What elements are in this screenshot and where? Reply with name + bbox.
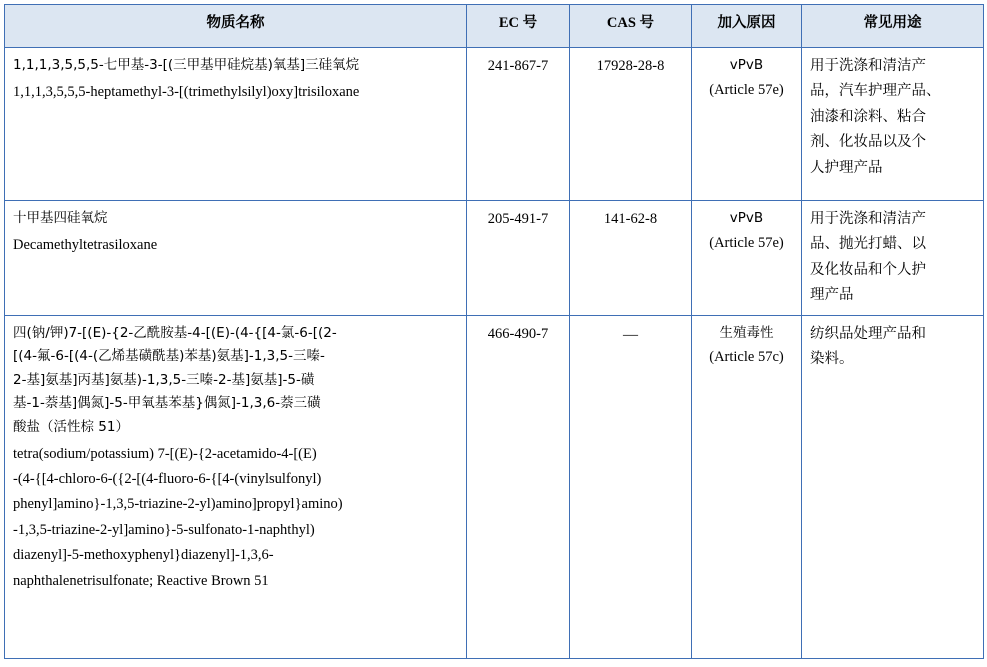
substance-name-en-line: naphthalenetrisulfonate; Reactive Brown 51 xyxy=(13,572,269,589)
common-use-value xyxy=(810,322,975,373)
column-header-ec: EC 号 xyxy=(467,5,570,48)
substance-name-cn xyxy=(13,54,458,78)
ec-number-value: 241-867-7 xyxy=(487,58,549,74)
substance-table xyxy=(4,4,984,659)
cell-cas-number xyxy=(570,201,692,316)
substance-name-cn-line: 基-1-萘基]偶氮]-5-甲氧基苯基}偶氮]-1,3,6-萘三磺 xyxy=(13,395,321,412)
reason-article: (Article 57e) xyxy=(709,234,784,251)
cell-common-use xyxy=(802,201,984,316)
cell-substance-name xyxy=(5,48,467,201)
reason-main: vPvB xyxy=(729,210,764,226)
common-use-line: 理产品 xyxy=(810,287,854,304)
common-use-line: 染料。 xyxy=(810,350,854,367)
reason-value xyxy=(700,54,793,103)
ec-number-value: 205-491-7 xyxy=(487,211,549,227)
column-header-reason: 加入原因 xyxy=(692,5,802,48)
cell-cas-number xyxy=(570,315,692,658)
common-use-line: 油漆和涂料、粘合 xyxy=(810,108,926,125)
substance-name-en-line: Decamethyltetrasiloxane xyxy=(13,236,158,253)
cell-reason xyxy=(692,48,802,201)
cas-number-value: 17928-28-8 xyxy=(596,58,665,74)
cell-substance-name xyxy=(5,201,467,316)
reason-article: (Article 57c) xyxy=(709,349,784,366)
substance-name-cn-line: 十甲基四硅氧烷 xyxy=(13,210,108,226)
substance-name-en-line: -(4-{[4-chloro-6-({2-[(4-fluoro-6-{[4-(vinylsulfonyl) xyxy=(13,471,322,487)
substance-name-cn-line: 2-基]氨基]丙基]氨基)-1,3,5-三嗪-2-基]氨基]-5-磺 xyxy=(13,371,315,388)
reason-value xyxy=(700,322,793,371)
common-use-value xyxy=(810,207,975,309)
reason-main: vPvB xyxy=(729,57,764,73)
cell-reason xyxy=(692,201,802,316)
common-use-line: 品，汽车护理产品、 xyxy=(810,83,941,100)
cas-number-value: — xyxy=(623,326,638,343)
column-header-use: 常见用途 xyxy=(802,5,984,48)
substance-name-en-line: phenyl]amino}-1,3,5-triazine-2-yl)amino]propyl}amino) xyxy=(13,496,343,513)
substance-name-cn-line: 酸盐（活性棕 51） xyxy=(13,419,129,435)
common-use-line: 品、抛光打蜡、以 xyxy=(810,236,926,253)
common-use-line: 用于洗涤和清洁产 xyxy=(810,58,926,74)
reason-value xyxy=(700,207,793,256)
common-use-line: 纺织品处理产品和 xyxy=(810,325,926,342)
cell-common-use xyxy=(802,315,984,658)
substance-name-cn-line: 1,1,1,3,5,5,5-七甲基-3-[(三甲基甲硅烷基)氧基]三硅氧烷 xyxy=(13,57,360,73)
common-use-line: 人护理产品 xyxy=(810,159,883,176)
cell-ec-number xyxy=(467,315,570,658)
column-header-name: 物质名称 xyxy=(5,5,467,48)
substance-name-cn xyxy=(13,207,458,231)
cell-cas-number xyxy=(570,48,692,201)
common-use-line: 剂、化妆品以及个 xyxy=(810,134,926,151)
cell-ec-number xyxy=(467,48,570,201)
substance-name-cn xyxy=(13,322,458,440)
table-row xyxy=(5,201,984,316)
substance-name-en xyxy=(13,80,458,105)
table-header xyxy=(5,5,984,48)
reason-main: 生殖毒性 xyxy=(719,324,774,341)
substance-name-en-line: diazenyl]-5-methoxyphenyl}diazenyl]-1,3,6- xyxy=(13,547,274,564)
reason-article: (Article 57e) xyxy=(709,81,784,98)
substance-name-cn-line: 四(钠/钾)7-[(E)-{2-乙酰胺基-4-[(E)-(4-{[4-氯-6-[(2- xyxy=(13,324,337,341)
cell-ec-number xyxy=(467,201,570,316)
table-header-row xyxy=(5,5,984,48)
table-row xyxy=(5,48,984,201)
cell-common-use xyxy=(802,48,984,201)
cas-number-value: 141-62-8 xyxy=(603,211,658,227)
substance-name-en-line: tetra(sodium/potassium) 7-[(E)-{2-acetamido-4-[(E) xyxy=(13,445,317,462)
ec-number-value: 466-490-7 xyxy=(487,325,549,342)
common-use-value xyxy=(810,54,975,181)
cell-reason xyxy=(692,315,802,658)
common-use-line: 及化妆品和个人护 xyxy=(810,261,926,278)
table-body xyxy=(5,48,984,659)
substance-name-en xyxy=(13,233,458,258)
column-header-cas: CAS 号 xyxy=(570,5,692,48)
cell-substance-name xyxy=(5,315,467,658)
table-row xyxy=(5,315,984,658)
substance-name-en-line: 1,1,1,3,5,5,5-heptamethyl-3-[(trimethylsilyl)oxy]trisiloxane xyxy=(13,83,360,100)
substance-name-en-line: -1,3,5-triazine-2-yl]amino}-5-sulfonato-1-naphthyl) xyxy=(13,521,315,538)
substance-name-cn-line: [(4-氟-6-[(4-(乙烯基磺酰基)苯基)氨基]-1,3,5-三嗪- xyxy=(13,348,325,365)
common-use-line: 用于洗涤和清洁产 xyxy=(810,211,926,227)
substance-name-en xyxy=(13,442,458,594)
